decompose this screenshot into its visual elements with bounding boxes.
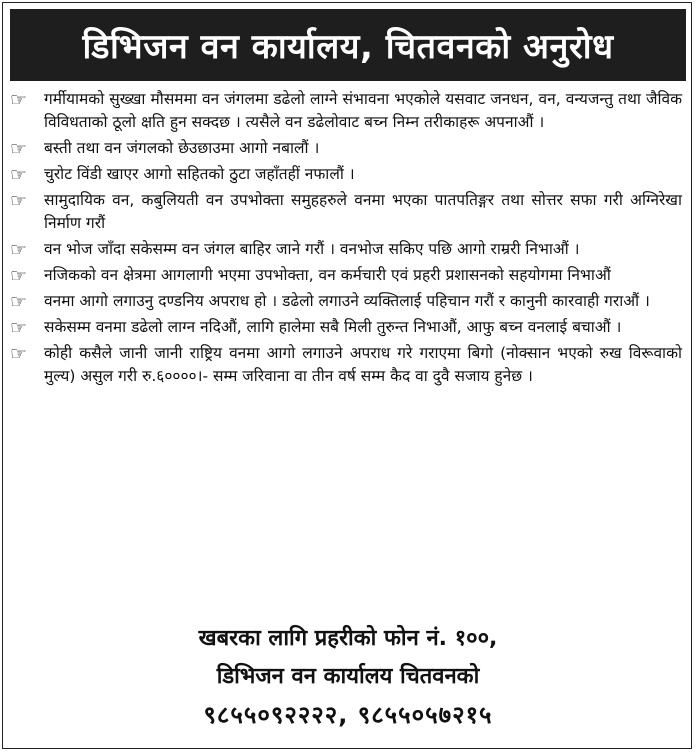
list-item: [10, 163, 682, 186]
pointing-hand-icon: ☞: [10, 239, 28, 261]
pointing-hand-icon: ☞: [10, 190, 28, 212]
list-item-text: वनमा आगो लगाउनु दण्डनिय अपराध हो । डढेलो लगाउने व्यक्तिलाई पहिचान गरौं र कानुनी कारवाही गराऔं ।: [44, 292, 650, 310]
list-item: [10, 88, 682, 134]
list-item: [10, 342, 682, 388]
list-item: [10, 316, 682, 339]
list-item-text: सकेसम्म वनमा डढेलो लाग्न नदिऔं, लागि हालेमा सबै मिली तुरुन्त निभाऔं, आफु बच्न वनलाई बचाऔं ।: [44, 318, 622, 336]
list-item-text: कोही कसैले जानी जानी राष्ट्रिय वनमा आगो लगाउने अपराध गरे गराएमा बिगो (नोक्सान भएको रुख विरूवाको मुल्य) असुल गरी रु.६००००।- सम्म जरिवाना वा तीन वर्ष सम्म कैद वा दुवै सजाय हुनेछ ।: [44, 344, 682, 385]
pointing-hand-icon: ☞: [10, 343, 28, 365]
police-phone-line: खबरका लागि प्रहरीको फोन नं. १००,: [198, 626, 498, 651]
list-item-text: नजिकको वन क्षेत्रमा आगलागी भएमा उपभोक्ता, वन कर्मचारी एवं प्रहरी प्रशासनको सहयोगमा निभाऔं: [44, 266, 611, 284]
notice-list: [10, 88, 682, 391]
list-item: [10, 137, 682, 160]
list-item: [10, 264, 682, 287]
pointing-hand-icon: ☞: [10, 317, 28, 339]
pointing-hand-icon: ☞: [10, 138, 28, 160]
notice-title: डिभिजन वन कार्यालय, चितवनको अनुरोध: [10, 9, 686, 81]
list-item: [10, 189, 682, 235]
list-item-text: वन भोज जाँदा सकेसम्म वन जंगल बाहिर जाने गरौं । वनभोज सकिए पछि आगो राम्ररी निभाऔं ।: [44, 240, 580, 258]
office-name-line: डिभिजन वन कार्यालय चितवनको: [216, 664, 480, 689]
contact-footer: [0, 620, 696, 734]
office-phone-numbers: ९८५५०९२२२२, ९८५५०५७२१५: [203, 701, 493, 729]
list-item-text: गर्मीयामको सुख्खा मौसममा वन जंगलमा डढेलो लाग्ने संभावना भएकोले यसवाट जनधन, वन, वन्यजन्तु तथा जैविक विविधताको ठूलो क्षति हुन सक्दछ । त्यसैले वन डढेलोवाट बच्न निम्न तरीकाहरू अपनाऔं ।: [44, 90, 682, 131]
list-item-text: बस्ती तथा वन जंगलको छेउछाउमा आगो नबालौं ।: [44, 139, 320, 157]
pointing-hand-icon: ☞: [10, 164, 28, 186]
pointing-hand-icon: ☞: [10, 265, 28, 287]
list-item: [10, 238, 682, 261]
list-item: [10, 290, 682, 313]
list-item-text: चुरोट विंडी खाएर आगो सहितको ठुटा जहाँतहीं नफालौं ।: [44, 165, 355, 183]
pointing-hand-icon: ☞: [10, 89, 28, 111]
pointing-hand-icon: ☞: [10, 291, 28, 313]
list-item-text: सामुदायिक वन, कबुलियती वन उपभोक्ता समुहहरुले वनमा भएका पातपतिङ्गर तथा सोत्तर सफा गरी अग्निरेखा निर्माण गरौं: [44, 191, 682, 232]
